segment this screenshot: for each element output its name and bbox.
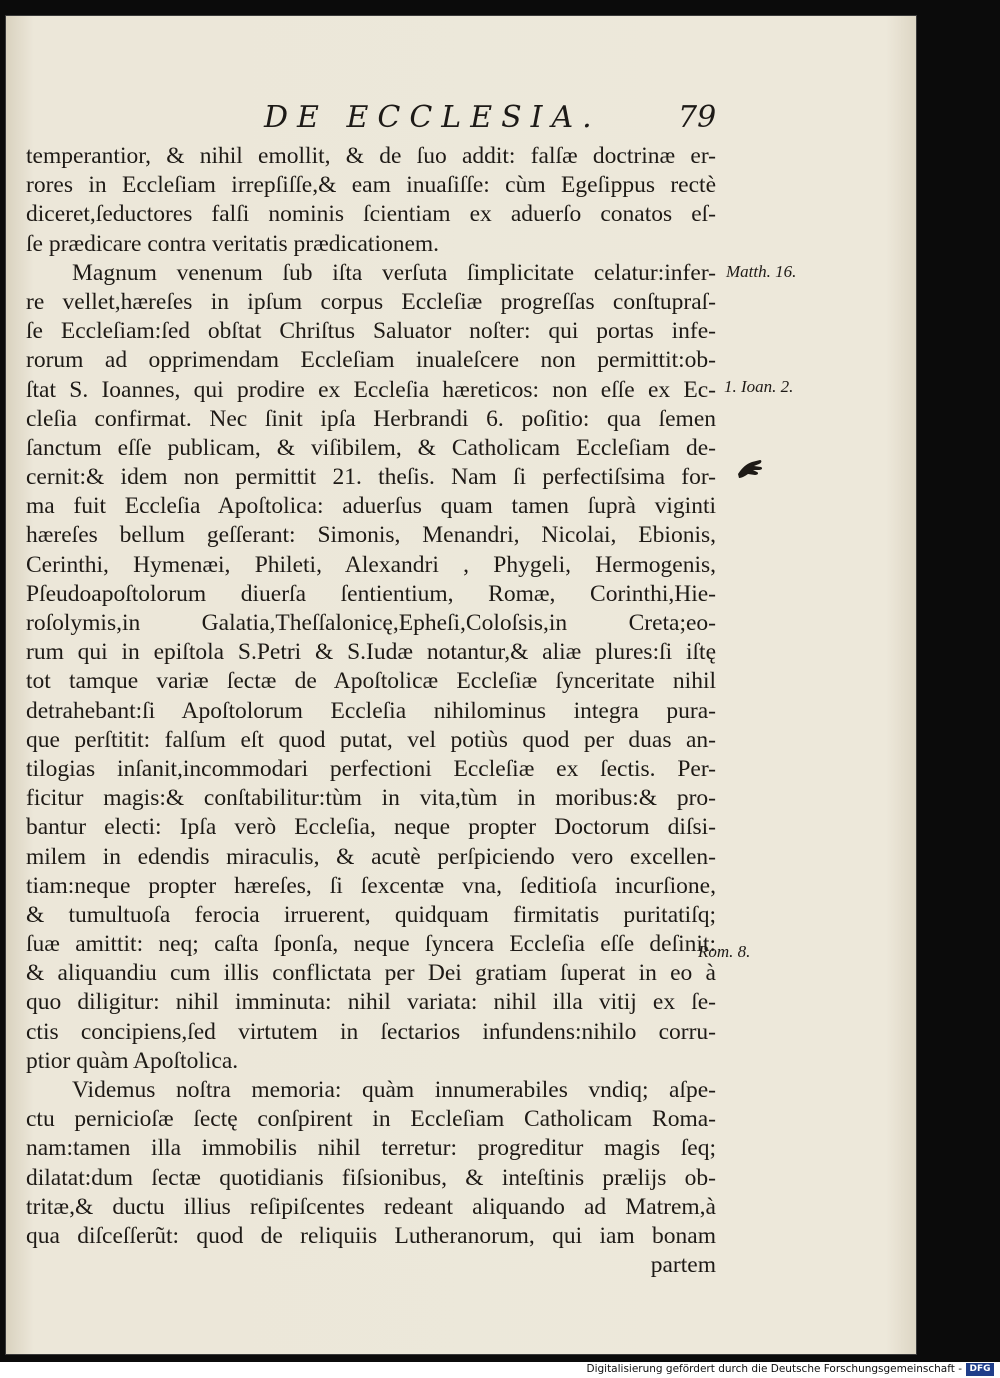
text-line: ctis concipiens,ſed virtutem in ſectarios infundens:nihilo corru- <box>26 1018 716 1045</box>
text-line: nam:tamen illa immobilis nihil terretur: progreditur magis ſeq; <box>26 1135 716 1162</box>
text-line: & tumultuoſa ferocia irruerent, quidquam firmitatis puritatiſq; <box>26 901 716 928</box>
text-line: cernit:& idem non permittit 21. theſis. Nam ſi perfectiſsima for- <box>26 464 716 491</box>
text-line: Cerinthi, Hymenæi, Phileti, Alexandri , Phygeli, Hermogenis, <box>26 551 716 578</box>
text-line: dilatat:dum ſectæ quotidianis fiſsionibus, & inteſtinis prælijs ob- <box>26 1164 716 1191</box>
text-line: Magnum venenum ſub iſta verſuta ſimplicitate celatur:infer- <box>72 259 716 286</box>
running-head: DE ECCLESIA. <box>264 100 601 135</box>
funding-note: Digitalisierung gefördert durch die Deutsche Forschungsgemeinschaft - <box>586 1363 962 1375</box>
text-line: bantur electi: Ipſa verò Eccleſia, neque propter Doctorum diſsi- <box>26 814 716 841</box>
text-line: ſuæ amittit: neq; caſta ſponſa, neque ſyncera Eccleſia eſſe deſinit: <box>26 931 716 958</box>
margin-note-romans: Rom. 8. <box>698 942 751 961</box>
text-line: que perſtitit: falſum eſt quod putat, vel potiùs quod per duas an- <box>26 726 716 753</box>
margin-note-matthew: Matth. 16. <box>726 262 797 281</box>
text-line: detrahebant:ſi Apoſtolorum Eccleſia nihilominus integra pura- <box>26 697 716 724</box>
text-line: rorum ad opprimendam Eccleſiam inualeſcere non permittit:ob- <box>26 347 716 374</box>
text-line: rum qui in epiſtola S.Petri & S.Iudæ notantur,& aliæ plures:ſi iſtę <box>26 639 716 666</box>
text-line: ma fuit Eccleſia Apoſtolica: aduerſus quam tamen ſuprà viginti <box>26 493 716 520</box>
text-line: quo diligitur: nihil imminuta: nihil variata: nihil illa vitij ex ſe- <box>26 989 716 1016</box>
body-text <box>26 142 716 1280</box>
text-line: tiam:neque propter hæreſes, ſi ſexcentæ vna, ſeditioſa incurſione, <box>26 872 716 899</box>
text-line: re vellet,hæreſes in ipſum corpus Eccleſiæ progreſſas conſtupraſ- <box>26 288 716 315</box>
text-line: milem in edendis miraculis, & acutè perſpiciendo vero excellen- <box>26 843 716 870</box>
text-line: diceret,ſeductores falſi nominis ſcientiam ex aduerſo conatos eſ- <box>26 201 716 228</box>
dfg-logo: DFG <box>966 1363 994 1376</box>
text-line: tot tamque variæ ſectæ de Apoſtolicæ Eccleſiæ ſynceritate nihil <box>26 668 716 695</box>
text-line: hæreſes bellum geſſerant: Simonis, Menandri, Nicolai, Ebionis, <box>26 522 716 549</box>
catchword: partem <box>650 1252 716 1279</box>
text-line: ſanctum eſſe publicam, & viſibilem, & Catholicam Eccleſiam de- <box>26 434 716 461</box>
book-page <box>6 16 916 1354</box>
page-number: 79 <box>678 100 717 135</box>
text-line: qua diſceſſerũt: quod de reliquiis Lutheranorum, qui iam bonam <box>26 1222 716 1249</box>
text-line: Videmus noſtra memoria: quàm innumerabiles vndiq; aſpe- <box>72 1077 716 1103</box>
text-line: tilogias inſanit,incommodari perfectioni Eccleſiæ ex ſectis. Per- <box>26 755 716 782</box>
hand-fleuron-icon <box>736 458 764 480</box>
text-line: ctu pernicioſæ ſectę conſpirent in Eccleſiam Catholicam Roma- <box>26 1106 716 1133</box>
text-line: & aliquandiu cum illis conflictata per Dei gratiam ſuperat in eo à <box>26 960 716 987</box>
text-line: ſe Eccleſiam:ſed obſtat Chriſtus Saluator noſter: qui portas infe- <box>26 318 716 345</box>
text-line: roſolymis,in Galatia,Theſſalonicę,Epheſi,Coloſsis,in Creta;eo- <box>26 610 716 636</box>
text-line: rores in Eccleſiam irrepſiſſe,& eam inuaſiſſe: cùm Egeſippus rectè <box>26 172 716 199</box>
text-line: tritæ,& ductu illius reſipiſcentes redeant aliquando ad Matrem,à <box>26 1193 716 1220</box>
text-line: ſtat S. Ioannes, qui prodire ex Eccleſia hæreticos: non eſſe ex Ec- <box>26 376 716 403</box>
text-line: cleſia confirmat. Nec ſinit ipſa Herbrandi 6. poſitio: qua ſemen <box>26 405 716 432</box>
text-line: ſe prædicare contra veritatis prædicationem. <box>26 230 440 257</box>
text-line: ptior quàm Apoſtolica. <box>26 1047 239 1074</box>
text-line: ficitur magis:& conſtabilitur:tùm in vita,tùm in moribus:& pro- <box>26 785 716 812</box>
footer-bar <box>0 1362 1000 1378</box>
margin-note-john: 1. Ioan. 2. <box>724 377 794 396</box>
text-line: temperantior, & nihil emollit, & de ſuo addit: falſæ doctrinæ er- <box>26 143 716 169</box>
text-line: Pſeudoapoſtolorum diuerſa ſentientium, Romæ, Corinthi,Hie- <box>26 580 716 607</box>
